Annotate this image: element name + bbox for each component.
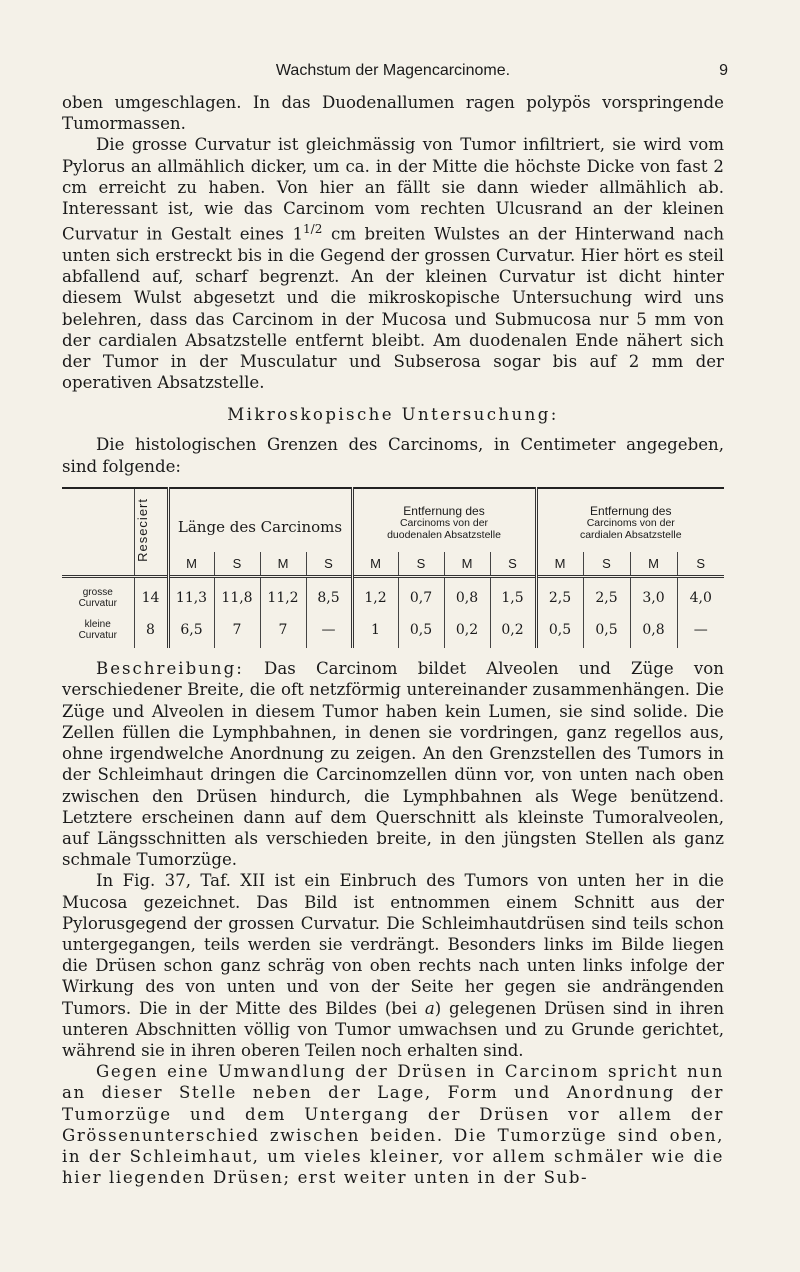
cell: 0,5 (583, 612, 630, 648)
cell: 1,2 (352, 576, 398, 612)
table-row (62, 612, 724, 648)
group-duodenal-l3: duodenalen Absatzstelle (387, 529, 501, 542)
cell: 2,5 (536, 576, 583, 612)
cell: 1,5 (490, 576, 536, 612)
sub-m: M (630, 552, 677, 577)
group-cardial (536, 488, 724, 552)
cell: 7 (260, 612, 306, 648)
paragraph-2 (62, 134, 724, 393)
sub-m: M (352, 552, 398, 577)
cell: 0,5 (398, 612, 444, 648)
group-cardial-l2: Carcinoms von der (586, 517, 675, 530)
fraction-whole: 1 (292, 224, 304, 244)
cell: 4,0 (677, 576, 724, 612)
paragraph-1: oben umgeschlagen. In das Duodenallumen ragen polypös vorspringende Tumormassen. (62, 93, 724, 134)
cell: 0,8 (630, 612, 677, 648)
cell: 7 (214, 612, 260, 648)
cell: 1 (352, 612, 398, 648)
sub-m: M (444, 552, 490, 577)
sub-s: S (214, 552, 260, 577)
cell: 0,2 (490, 612, 536, 648)
cell: 2,5 (583, 576, 630, 612)
cell: 11,3 (168, 576, 214, 612)
group-duodenal-l2: Carcinoms von der (399, 517, 489, 530)
paragraph-3: Die histologischen Grenzen des Carcinoms, in Centimeter angegeben, sind folgende: (62, 435, 724, 476)
cell: — (677, 612, 724, 648)
group-cardial-l3: cardialen Absatzstelle (579, 529, 682, 542)
paragraph-4-lead: Beschreibung: (96, 659, 244, 679)
page (62, 62, 728, 1188)
table-row (62, 576, 724, 612)
paragraph-2-text: Die grosse Curvatur ist gleichmässig von Tumor infiltriert, sie wird vom Pylorus an allmählich dicker, um ca. in der Mitte die höchste Dicke von fast 2 cm erreicht zu haben. Von hier an fällt sie dann wieder allmählich ab. Interessant ist, wie das Carcinom vom rechten Ulcusrand an der kleinen Curvatur in Gestalt eines (62, 135, 724, 244)
group-duodenal (352, 488, 536, 552)
cell: 0,2 (444, 612, 490, 648)
sub-s: S (677, 552, 724, 577)
cell: 3,0 (630, 576, 677, 612)
sub-s: S (490, 552, 536, 577)
cell: 14 (134, 576, 168, 612)
cell: 8,5 (306, 576, 352, 612)
sub-m: M (536, 552, 583, 577)
cell: 6,5 (168, 612, 214, 648)
sub-m: M (168, 552, 214, 577)
paragraph-2-rest: cm breiten Wulstes an der Hinterwand nach unten sich erstreckt bis in die Gegend der grossen Curvatur. Hier hört es steil abfallend auf, scharf begrenzt. An der kleinen Curvatur ist dicht hinter diesem Wulst abgesetzt und die mikroskopische Untersuchung wird uns belehren, dass das Carcinom in der Mucosa und Submucosa nur 5 mm von der cardialen Absatzstelle entfernt bleibt. Am duodenalen Ende nähert sich der Tumor in der Musculatur und Subserosa sogar bis auf 2 mm der operativen Absatzstelle. (62, 224, 725, 393)
group-duodenal-l1: Entfernung des (403, 504, 485, 519)
running-title: Wachstum der Magencarcinome. (275, 62, 511, 79)
figure-marker: a (424, 998, 435, 1018)
cell: 0,5 (536, 612, 583, 648)
row-label: kleine Curvatur (78, 619, 117, 642)
cell: 11,2 (260, 576, 306, 612)
paragraph-5-a: In Fig. 37, Taf. XII ist ein Einbruch des Tumors von unten her in die Mucosa gezeichnet. Das Bild ist entnommen einem Schnitt aus der Pylorusgegend der grossen Curvatur. Die Schleimhautdrüsen sind teils schon untergegangen, teils werden sie verdrängt. Besonders links im Bilde liegen die Drüsen schon ganz schräg von oben rechts nach unten links infolge der Wirkung des von unten und von der Seite her gegen sie andrängenden Tumors. Die in der Mitte des Bildes (bei (62, 871, 724, 1018)
row-label: grosse Curvatur (78, 587, 117, 610)
fraction-part: 1/2 (303, 222, 323, 237)
group-laenge: Länge des Carcinoms (168, 488, 352, 552)
section-heading: Mikroskopische Untersuchung: (227, 405, 559, 425)
paragraph-4-text: Das Carcinom bildet Alveolen und Züge von verschiedener Breite, die oft netzförmig untereinander zusammenhängen. Die Züge und Alveolen in diesem Tumor haben kein Lumen, sie sind solide. Die Zellen füllen die Lymphbahnen, in denen sie vordringen, ganz regellos aus, ohne irgendwelche Anordnung zu zeigen. An den Grenzstellen des Tumors in der Schleimhaut dringen die Carcinomzellen dünn vor, von unten nach oben zwischen den Drüsen hindurch, die Lymphbahnen als Wege benützend. Letztere erscheinen dann auf dem Querschnitt als kleinste Tumoralveolen, auf Längsschnitten als verschieden breite, in den jüngsten Stellen als ganz schmale Tumorzüge. (62, 659, 724, 870)
paragraph-5-b: ) gelegenen Drüsen sind in ihren unteren Abschnitten völlig von Tumor umwachsen und zu Grunde gerichtet, während sie in ihren oberen Teilen noch erhalten sind. (62, 998, 725, 1060)
paragraph-6: Gegen eine Umwandlung der Drüsen in Carcinom spricht nun an dieser Stelle neben der Lage, Form und Anordnung der Tumorzüge und dem Untergang der Drüsen vor allem der Grössenunterschied zwischen beiden. Die Tumorzüge sind oben, in der Schleimhaut, um vieles kleiner, vor allem schmäler wie die hier liegenden Drüsen; erst weiter unten in der Sub- (62, 1062, 724, 1188)
group-cardial-l1: Entfernung des (590, 504, 672, 519)
paragraph-5 (62, 870, 724, 1061)
cell: — (306, 612, 352, 648)
running-header (62, 62, 728, 92)
measurement-table (62, 487, 724, 649)
sub-s: S (306, 552, 352, 577)
page-number: 9 (719, 62, 728, 79)
cell: 0,8 (444, 576, 490, 612)
cell: 0,7 (398, 576, 444, 612)
sub-s: S (583, 552, 630, 577)
cell: 8 (134, 612, 168, 648)
sub-m: M (260, 552, 306, 577)
col-reseciert: Reseciert (134, 497, 150, 562)
cell: 11,8 (214, 576, 260, 612)
sub-s: S (398, 552, 444, 577)
paragraph-4 (62, 658, 724, 870)
